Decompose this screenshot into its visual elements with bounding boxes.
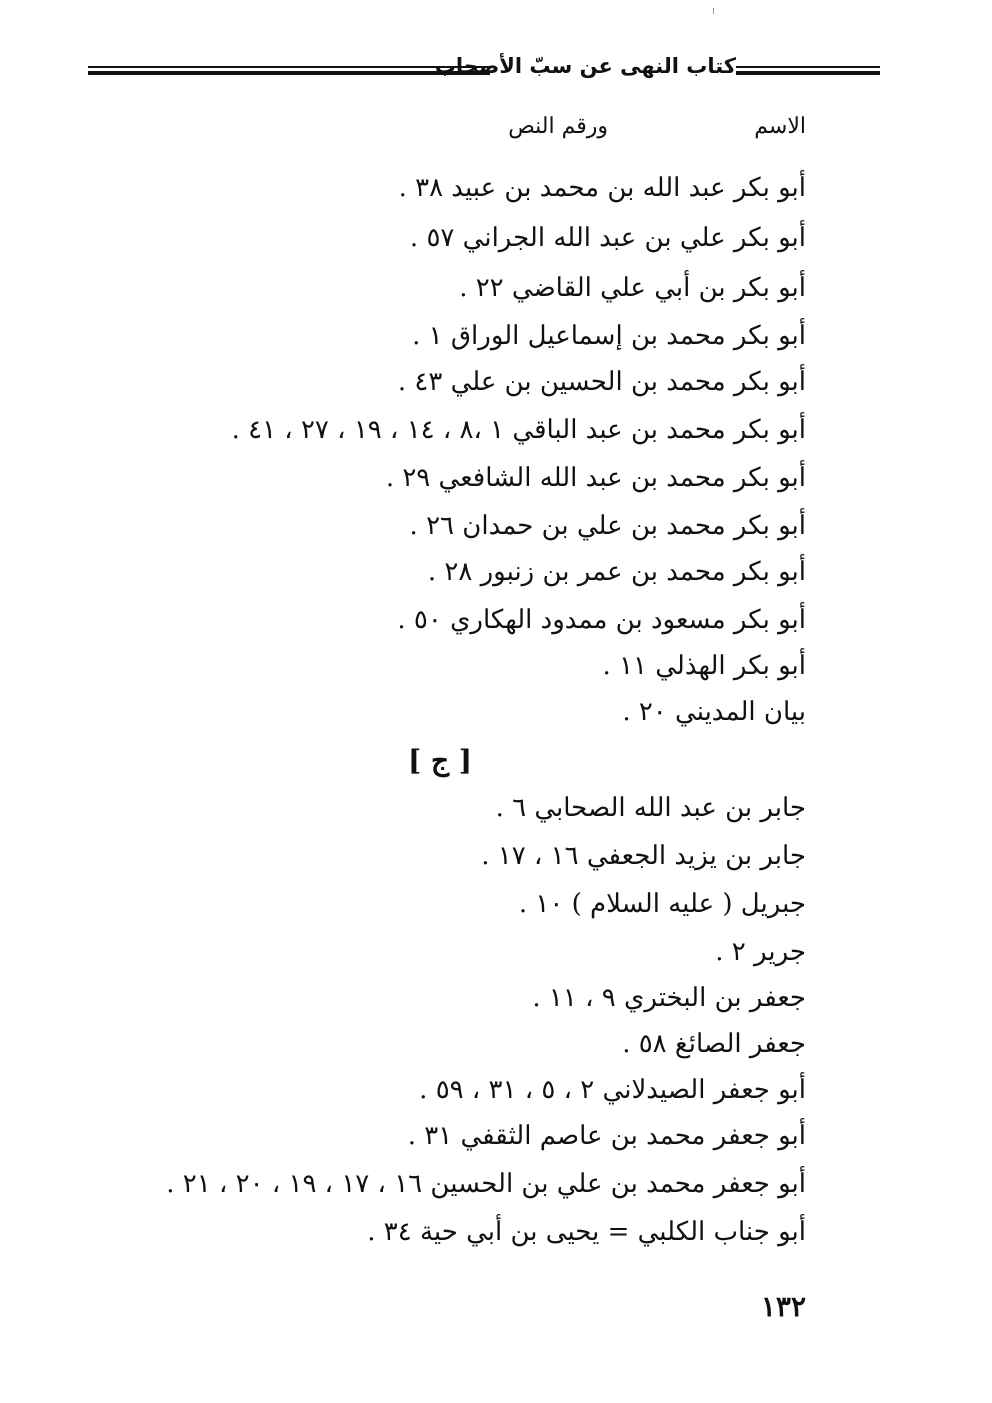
header-rule-right [736, 66, 880, 75]
scan-mark [713, 8, 714, 14]
index-entry: أبو جعفر الصيدلاني ٢ ، ٥ ، ٣١ ، ٥٩ . [419, 1075, 806, 1105]
index-entry: أبو بكر بن أبي علي القاضي ٢٢ . [459, 273, 806, 303]
index-entry: جعفر الصائغ ٥٨ . [622, 1029, 806, 1059]
index-entry: جبريل ( عليه السلام ) ١٠ . [518, 889, 806, 919]
index-entry: أبو بكر محمد بن الحسين بن علي ٤٣ . [397, 367, 806, 397]
index-entry: أبو بكر محمد بن عبد الباقي ١ ،٨ ، ١٤ ، ١٩ ، ٢٧ ، ٤١ . [231, 415, 806, 445]
page-number: ١٣٢ [760, 1290, 806, 1323]
index-entry: أبو جعفر محمد بن عاصم الثقفي ٣١ . [407, 1121, 806, 1151]
index-entry: أبو بكر مسعود بن ممدود الهكاري ٥٠ . [397, 605, 806, 635]
section-heading-jim: [ ج ] [407, 744, 473, 777]
index-entry: جابر بن عبد الله الصحابي ٦ . [495, 793, 806, 823]
column-header-number: ورقم النص [508, 114, 608, 139]
index-entry: أبو بكر محمد بن إسماعيل الوراق ١ . [412, 321, 806, 351]
index-entry: أبو بكر محمد بن علي بن حمدان ٢٦ . [409, 511, 806, 541]
index-entry: أبو بكر محمد بن عمر بن زنبور ٢٨ . [427, 557, 806, 587]
index-entry: بيان المديني ٢٠ . [622, 697, 806, 727]
index-entry: أبو جناب الكلبي = يحيى بن أبي حية ٣٤ . [367, 1217, 806, 1247]
index-entry: أبو بكر الهذلي ١١ . [602, 651, 806, 681]
index-entry: أبو بكر محمد بن عبد الله الشافعي ٢٩ . [385, 463, 806, 493]
index-entry: أبو بكر عبد الله بن محمد بن عبيد ٣٨ . [398, 173, 806, 203]
header-rule-left [88, 66, 490, 75]
index-entry: جعفر بن البختري ٩ ، ١١ . [532, 983, 806, 1013]
column-header-name: الاسم [754, 114, 806, 139]
index-entry: جابر بن يزيد الجعفي ١٦ ، ١٧ . [481, 841, 806, 871]
running-header-title: كتاب النهى عن سبّ الأصحاب [434, 54, 736, 78]
index-entry: أبو بكر علي بن عبد الله الجراني ٥٧ . [409, 223, 806, 253]
index-entry: أبو جعفر محمد بن علي بن الحسين ١٦ ، ١٧ ، ١٩ ، ٢٠ ، ٢١ . [166, 1169, 806, 1199]
index-entry: جرير ٢ . [715, 937, 806, 967]
